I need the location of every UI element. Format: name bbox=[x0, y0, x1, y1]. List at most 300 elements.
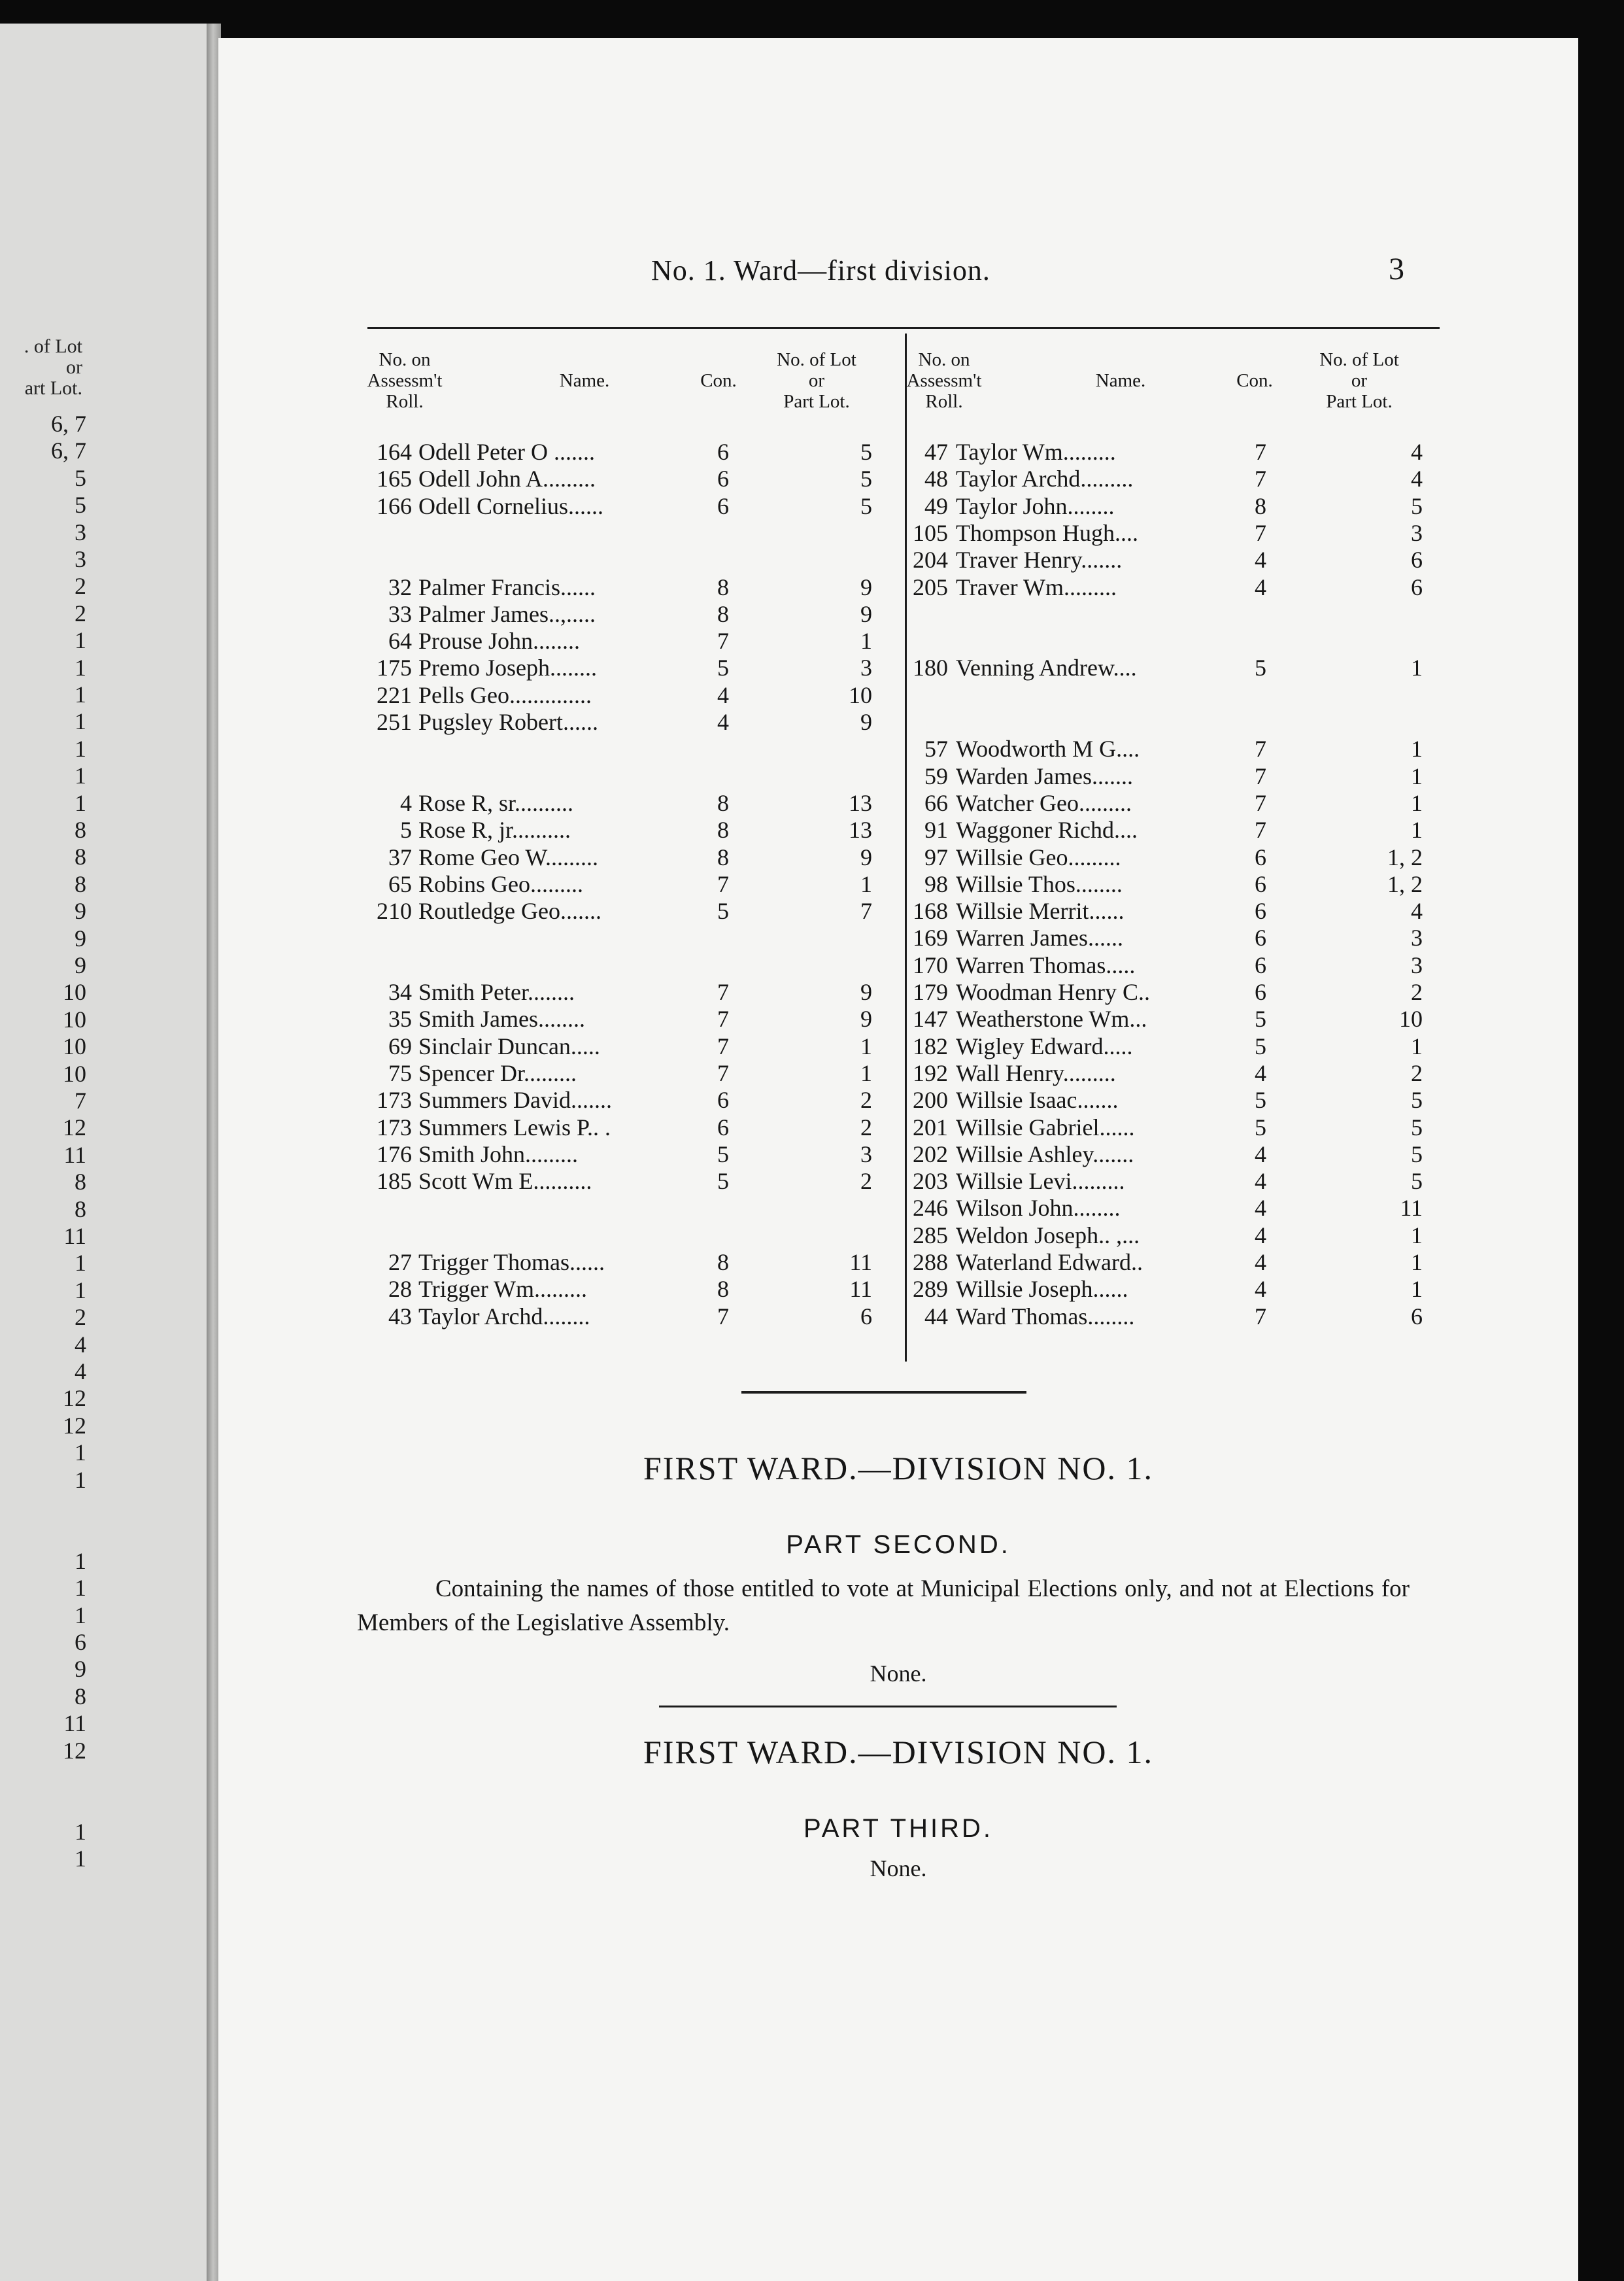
lot-number: 3 bbox=[1411, 925, 1423, 952]
concession: 7 bbox=[1255, 519, 1266, 546]
voter-name: Smith John......... bbox=[418, 1140, 579, 1167]
facing-lot-value: 1 bbox=[75, 1818, 86, 1845]
facing-lot-value: 11 bbox=[63, 1710, 86, 1737]
col-header-line: or bbox=[1351, 370, 1368, 391]
concession: 7 bbox=[1255, 1303, 1266, 1329]
lot-number: 2 bbox=[860, 1087, 872, 1114]
header-rule bbox=[367, 327, 1440, 329]
facing-lot-value: 6, 7 bbox=[51, 437, 86, 464]
col-header-line: No. of Lot bbox=[1319, 349, 1399, 370]
facing-lot-value: 8 bbox=[75, 1195, 86, 1222]
facing-lot-value: 9 bbox=[75, 1656, 86, 1683]
facing-lot-value: 1 bbox=[75, 1547, 86, 1574]
lot-number: 5 bbox=[1411, 1168, 1423, 1195]
assessment-number: 37 bbox=[388, 844, 412, 870]
table-row bbox=[218, 1114, 1578, 1140]
concession: 7 bbox=[717, 628, 729, 655]
facing-lot-value: 1 bbox=[75, 654, 86, 681]
voter-name: Palmer Francis...... bbox=[418, 574, 596, 600]
voter-name: Taylor Wm......... bbox=[956, 439, 1116, 465]
voter-name: Willsie Merrit...... bbox=[956, 898, 1125, 925]
col-header-line: No. on bbox=[918, 349, 970, 370]
lot-number: 9 bbox=[860, 979, 872, 1005]
concession: 7 bbox=[1255, 817, 1266, 844]
facing-lot-value: 10 bbox=[63, 1006, 86, 1033]
concession: 6 bbox=[1255, 898, 1266, 925]
col-header-num-right bbox=[898, 349, 990, 412]
col-header-num-left bbox=[362, 349, 447, 412]
table-row bbox=[218, 844, 1578, 870]
part-second-description: Containing the names of those entitled to vote at Municipal Elections only, and not at Elections for Members of the Legislative Assembly. bbox=[357, 1575, 1410, 1636]
table-row bbox=[218, 1059, 1578, 1086]
assessment-number: 200 bbox=[913, 1087, 948, 1114]
voter-name: Summers Lewis P.. . bbox=[418, 1114, 611, 1140]
facing-lot-value: 12 bbox=[63, 1114, 86, 1141]
concession: 6 bbox=[717, 492, 729, 519]
lot-number: 11 bbox=[1400, 1195, 1423, 1222]
concession: 7 bbox=[1255, 789, 1266, 816]
voter-name: Robins Geo......... bbox=[418, 870, 583, 897]
assessment-number: 49 bbox=[924, 492, 948, 519]
concession: 6 bbox=[1255, 844, 1266, 870]
lot-number: 2 bbox=[860, 1114, 872, 1140]
facing-lot-value: 9 bbox=[75, 952, 86, 978]
facing-lot-value: 1 bbox=[75, 708, 86, 735]
voter-name: Taylor John........ bbox=[956, 492, 1115, 519]
concession: 6 bbox=[717, 1114, 729, 1140]
concession: 8 bbox=[717, 817, 729, 844]
concession: 6 bbox=[717, 1087, 729, 1114]
assessment-number: 57 bbox=[924, 736, 948, 763]
assessment-number: 180 bbox=[913, 655, 948, 681]
concession: 7 bbox=[717, 1006, 729, 1033]
concession: 5 bbox=[1255, 655, 1266, 681]
voter-name: Rose R, sr.......... bbox=[418, 789, 574, 816]
concession: 4 bbox=[1255, 1249, 1266, 1275]
lot-number: 6 bbox=[1411, 1303, 1423, 1329]
concession: 6 bbox=[1255, 925, 1266, 952]
assessment-number: 65 bbox=[388, 870, 412, 897]
col-header-line: Assessm't bbox=[906, 370, 982, 391]
voter-name: Premo Joseph........ bbox=[418, 655, 597, 681]
facing-lot-value: 5 bbox=[75, 464, 86, 491]
table-row bbox=[218, 978, 1578, 1005]
concession: 4 bbox=[1255, 1168, 1266, 1195]
table-row bbox=[218, 519, 1578, 546]
voter-name: Pells Geo.............. bbox=[418, 681, 592, 708]
facing-lot-value: 1 bbox=[75, 1277, 86, 1303]
lot-number: 4 bbox=[1411, 439, 1423, 465]
col-header-line: No. of Lot bbox=[777, 349, 856, 370]
section-rule bbox=[741, 1391, 1026, 1394]
voter-name: Prouse John........ bbox=[418, 628, 581, 655]
voter-name: Routledge Geo....... bbox=[418, 898, 601, 925]
voter-name: Sinclair Duncan..... bbox=[418, 1033, 600, 1059]
voter-name: Willsie Joseph...... bbox=[956, 1276, 1128, 1303]
assessment-number: 205 bbox=[913, 574, 948, 600]
lot-number: 1 bbox=[860, 1059, 872, 1086]
voter-name: Wall Henry......... bbox=[956, 1059, 1116, 1086]
concession: 4 bbox=[1255, 574, 1266, 600]
concession: 7 bbox=[717, 1059, 729, 1086]
lot-number: 5 bbox=[1411, 1087, 1423, 1114]
facing-lot-value: 1 bbox=[75, 735, 86, 762]
table-row bbox=[218, 708, 1578, 735]
concession: 6 bbox=[717, 466, 729, 492]
assessment-number: 34 bbox=[388, 979, 412, 1005]
col-header-con-right: Con. bbox=[1236, 370, 1273, 391]
voter-name: Warren Thomas..... bbox=[956, 952, 1136, 978]
table-row bbox=[218, 492, 1578, 519]
lot-number: 1 bbox=[1411, 817, 1423, 844]
voter-name: Summers David....... bbox=[418, 1087, 612, 1114]
table-row bbox=[218, 763, 1578, 789]
facing-header-line: or bbox=[66, 356, 82, 378]
facing-page-column-header bbox=[0, 336, 82, 399]
concession: 5 bbox=[717, 655, 729, 681]
lot-number: 9 bbox=[860, 600, 872, 627]
facing-lot-value: 8 bbox=[75, 1683, 86, 1709]
facing-lot-value: 9 bbox=[75, 898, 86, 925]
table-row bbox=[218, 600, 1578, 627]
assessment-number: 210 bbox=[377, 898, 412, 925]
assessment-number: 169 bbox=[913, 925, 948, 952]
concession: 8 bbox=[717, 574, 729, 600]
concession: 6 bbox=[1255, 979, 1266, 1005]
assessment-number: 33 bbox=[388, 600, 412, 627]
concession: 7 bbox=[1255, 466, 1266, 492]
lot-number: 1 bbox=[860, 870, 872, 897]
table-row bbox=[218, 897, 1578, 924]
concession: 7 bbox=[717, 1033, 729, 1059]
table-row bbox=[218, 627, 1578, 654]
assessment-number: 221 bbox=[377, 681, 412, 708]
assessment-number: 28 bbox=[388, 1276, 412, 1303]
facing-lot-value: 9 bbox=[75, 925, 86, 952]
assessment-number: 170 bbox=[913, 952, 948, 978]
assessment-number: 35 bbox=[388, 1006, 412, 1033]
voter-name: Willsie Gabriel...... bbox=[956, 1114, 1135, 1140]
facing-lot-value: 3 bbox=[75, 546, 86, 572]
lot-number: 1 bbox=[860, 1033, 872, 1059]
table-row bbox=[218, 735, 1578, 762]
table-row bbox=[218, 1275, 1578, 1302]
page bbox=[218, 38, 1578, 2281]
lot-number: 10 bbox=[1399, 1006, 1423, 1033]
concession: 8 bbox=[717, 1276, 729, 1303]
lot-number: 1, 2 bbox=[1387, 844, 1423, 870]
concession: 5 bbox=[717, 1168, 729, 1195]
assessment-number: 44 bbox=[924, 1303, 948, 1329]
assessment-number: 175 bbox=[377, 655, 412, 681]
facing-lot-value: 4 bbox=[75, 1358, 86, 1384]
col-header-line: Roll. bbox=[925, 391, 963, 412]
table-row bbox=[218, 438, 1578, 465]
assessment-number: 164 bbox=[377, 439, 412, 465]
table-row bbox=[218, 1167, 1578, 1194]
concession: 5 bbox=[1255, 1006, 1266, 1033]
concession: 5 bbox=[1255, 1087, 1266, 1114]
concession: 5 bbox=[717, 1140, 729, 1167]
table-row bbox=[218, 924, 1578, 951]
voter-name: Warden James....... bbox=[956, 763, 1134, 789]
table-row bbox=[218, 952, 1578, 978]
concession: 4 bbox=[1255, 547, 1266, 574]
lot-number: 1 bbox=[1411, 736, 1423, 763]
lot-number: 11 bbox=[849, 1276, 872, 1303]
lot-number: 4 bbox=[1411, 466, 1423, 492]
col-header-line: Part Lot. bbox=[1326, 391, 1393, 412]
facing-lot-value: 10 bbox=[63, 979, 86, 1006]
table-row bbox=[218, 1248, 1578, 1275]
voter-name: Weldon Joseph.. ,... bbox=[956, 1222, 1140, 1248]
section-rule bbox=[659, 1706, 1117, 1707]
assessment-number: 173 bbox=[377, 1114, 412, 1140]
lot-number: 1 bbox=[1411, 1033, 1423, 1059]
table-row bbox=[218, 546, 1578, 573]
lot-number: 5 bbox=[860, 466, 872, 492]
concession: 4 bbox=[1255, 1059, 1266, 1086]
lot-number: 1, 2 bbox=[1387, 870, 1423, 897]
facing-header-line: art Lot. bbox=[24, 377, 82, 399]
voter-name: Willsie Geo......... bbox=[956, 844, 1121, 870]
lot-number: 1 bbox=[1411, 655, 1423, 681]
col-header-line: No. on bbox=[379, 349, 431, 370]
facing-lot-value: 1 bbox=[75, 1575, 86, 1602]
facing-lot-value: 5 bbox=[75, 492, 86, 519]
facing-lot-value: 1 bbox=[75, 1466, 86, 1493]
lot-number: 1 bbox=[1411, 763, 1423, 789]
assessment-number: 285 bbox=[913, 1222, 948, 1248]
table-row bbox=[218, 681, 1578, 708]
assessment-number: 289 bbox=[913, 1276, 948, 1303]
lot-number: 13 bbox=[849, 817, 872, 844]
assessment-number: 179 bbox=[913, 979, 948, 1005]
concession: 8 bbox=[717, 844, 729, 870]
concession: 6 bbox=[1255, 870, 1266, 897]
lot-number: 5 bbox=[1411, 1140, 1423, 1167]
part-second-heading: FIRST WARD.—DIVISION NO. 1. bbox=[643, 1450, 1153, 1486]
voter-name: Smith Peter........ bbox=[418, 979, 575, 1005]
voter-name: Smith James........ bbox=[418, 1006, 586, 1033]
facing-lot-value: 2 bbox=[75, 600, 86, 626]
voter-name: Trigger Thomas...... bbox=[418, 1249, 605, 1275]
voter-name: Woodworth M G.... bbox=[956, 736, 1140, 763]
lot-number: 9 bbox=[860, 1006, 872, 1033]
assessment-number: 246 bbox=[913, 1195, 948, 1222]
lot-number: 4 bbox=[1411, 898, 1423, 925]
table-row bbox=[218, 1033, 1578, 1059]
assessment-number: 203 bbox=[913, 1168, 948, 1195]
concession: 8 bbox=[717, 600, 729, 627]
table-row bbox=[218, 465, 1578, 492]
voter-name: Weatherstone Wm... bbox=[956, 1006, 1147, 1033]
assessment-number: 69 bbox=[388, 1033, 412, 1059]
voter-name: Taylor Archd........ bbox=[418, 1303, 590, 1329]
concession: 5 bbox=[717, 898, 729, 925]
col-header-name-right: Name. bbox=[1095, 370, 1146, 391]
concession: 4 bbox=[1255, 1140, 1266, 1167]
assessment-number: 91 bbox=[924, 817, 948, 844]
col-header-line: Roll. bbox=[386, 391, 424, 412]
assessment-number: 201 bbox=[913, 1114, 948, 1140]
part-third-heading: FIRST WARD.—DIVISION NO. 1. bbox=[643, 1734, 1153, 1770]
facing-lot-value: 8 bbox=[75, 844, 86, 870]
assessment-number: 288 bbox=[913, 1249, 948, 1275]
voter-name: Willsie Thos........ bbox=[956, 870, 1123, 897]
assessment-number: 59 bbox=[924, 763, 948, 789]
concession: 4 bbox=[1255, 1195, 1266, 1222]
facing-lot-value: 8 bbox=[75, 870, 86, 897]
lot-number: 1 bbox=[1411, 1276, 1423, 1303]
facing-lot-value: 8 bbox=[75, 817, 86, 843]
assessment-number: 4 bbox=[400, 789, 412, 816]
voter-name: Willsie Ashley....... bbox=[956, 1140, 1134, 1167]
voter-name: Thompson Hugh.... bbox=[956, 519, 1138, 546]
lot-number: 3 bbox=[860, 1140, 872, 1167]
lot-number: 1 bbox=[1411, 789, 1423, 816]
assessment-number: 105 bbox=[913, 519, 948, 546]
concession: 7 bbox=[717, 870, 729, 897]
table-row bbox=[218, 870, 1578, 897]
col-header-lot-left bbox=[754, 349, 879, 412]
table-row bbox=[218, 789, 1578, 816]
lot-number: 2 bbox=[860, 1168, 872, 1195]
facing-lot-value: 1 bbox=[75, 789, 86, 816]
facing-lot-value: 1 bbox=[75, 1845, 86, 1872]
assessment-number: 185 bbox=[377, 1168, 412, 1195]
assessment-number: 168 bbox=[913, 898, 948, 925]
concession: 4 bbox=[1255, 1276, 1266, 1303]
col-header-con-left: Con. bbox=[700, 370, 737, 391]
concession: 6 bbox=[717, 439, 729, 465]
facing-lot-value: 11 bbox=[63, 1223, 86, 1249]
facing-lot-value: 12 bbox=[63, 1385, 86, 1412]
lot-number: 11 bbox=[849, 1249, 872, 1275]
table-row bbox=[218, 1086, 1578, 1113]
facing-page-fragment bbox=[0, 24, 211, 2281]
table-row bbox=[218, 1222, 1578, 1248]
facing-header-line: . of Lot bbox=[24, 335, 82, 357]
concession: 7 bbox=[1255, 763, 1266, 789]
assessment-number: 182 bbox=[913, 1033, 948, 1059]
voter-name: Warren James...... bbox=[956, 925, 1124, 952]
voter-name: Wilson John........ bbox=[956, 1195, 1121, 1222]
assessment-number: 75 bbox=[388, 1059, 412, 1086]
voter-name: Traver Henry....... bbox=[956, 547, 1123, 574]
facing-lot-value: 1 bbox=[75, 1250, 86, 1277]
voter-name: Odell John A......... bbox=[418, 466, 596, 492]
concession: 8 bbox=[1255, 492, 1266, 519]
voter-name: Willsie Isaac....... bbox=[956, 1087, 1119, 1114]
voter-name: Waterland Edward.. bbox=[956, 1249, 1143, 1275]
facing-lot-value: 1 bbox=[75, 627, 86, 654]
lot-number: 3 bbox=[860, 655, 872, 681]
col-header-line: or bbox=[808, 370, 825, 391]
voter-name: Willsie Levi......... bbox=[956, 1168, 1125, 1195]
page-number: 3 bbox=[1389, 252, 1404, 286]
facing-lot-value: 1 bbox=[75, 1439, 86, 1466]
voter-name: Ward Thomas........ bbox=[956, 1303, 1135, 1329]
col-header-line: Part Lot. bbox=[783, 391, 850, 412]
facing-lot-value: 6, 7 bbox=[51, 411, 86, 437]
voter-name: Spencer Dr......... bbox=[418, 1059, 577, 1086]
assessment-number: 176 bbox=[377, 1140, 412, 1167]
lot-number: 3 bbox=[1411, 519, 1423, 546]
assessment-number: 5 bbox=[400, 817, 412, 844]
facing-lot-value: 2 bbox=[75, 1304, 86, 1331]
lot-number: 6 bbox=[860, 1303, 872, 1329]
voter-name: Woodman Henry C.. bbox=[956, 979, 1151, 1005]
voter-name: Scott Wm E.......... bbox=[418, 1168, 592, 1195]
facing-lot-value: 4 bbox=[75, 1331, 86, 1358]
table-row bbox=[218, 1005, 1578, 1032]
assessment-number: 147 bbox=[913, 1006, 948, 1033]
voter-name: Trigger Wm......... bbox=[418, 1276, 588, 1303]
voter-name: Venning Andrew.... bbox=[956, 655, 1137, 681]
voter-name: Traver Wm......... bbox=[956, 574, 1117, 600]
assessment-number: 27 bbox=[388, 1249, 412, 1275]
facing-lot-value: 2 bbox=[75, 573, 86, 600]
assessment-number: 173 bbox=[377, 1087, 412, 1114]
lot-number: 2 bbox=[1411, 1059, 1423, 1086]
voter-name: Watcher Geo......... bbox=[956, 789, 1132, 816]
lot-number: 13 bbox=[849, 789, 872, 816]
facing-lot-value: 1 bbox=[75, 763, 86, 789]
voter-name: Rose R, jr.......... bbox=[418, 817, 571, 844]
table-row bbox=[218, 816, 1578, 843]
concession: 7 bbox=[1255, 439, 1266, 465]
facing-lot-value: 3 bbox=[75, 519, 86, 545]
facing-lot-value: 6 bbox=[75, 1629, 86, 1655]
table-row bbox=[218, 1303, 1578, 1329]
assessment-number: 64 bbox=[388, 628, 412, 655]
lot-number: 1 bbox=[1411, 1222, 1423, 1248]
assessment-number: 165 bbox=[377, 466, 412, 492]
concession: 5 bbox=[1255, 1114, 1266, 1140]
table-row bbox=[218, 574, 1578, 600]
assessment-number: 48 bbox=[924, 466, 948, 492]
voter-name: Odell Peter O ....... bbox=[418, 439, 595, 465]
assessment-number: 66 bbox=[924, 789, 948, 816]
assessment-number: 97 bbox=[924, 844, 948, 870]
facing-lot-value: 1 bbox=[75, 681, 86, 708]
assessment-number: 204 bbox=[913, 547, 948, 574]
part-third-none: None. bbox=[870, 1855, 927, 1881]
table-row bbox=[218, 654, 1578, 681]
assessment-number: 192 bbox=[913, 1059, 948, 1086]
lot-number: 2 bbox=[1411, 979, 1423, 1005]
assessment-number: 202 bbox=[913, 1140, 948, 1167]
col-header-lot-right bbox=[1291, 349, 1428, 412]
concession: 4 bbox=[717, 681, 729, 708]
lot-number: 1 bbox=[1411, 1249, 1423, 1275]
facing-lot-value: 12 bbox=[63, 1412, 86, 1439]
concession: 4 bbox=[717, 709, 729, 735]
assessment-number: 47 bbox=[924, 439, 948, 465]
voter-name: Odell Cornelius...... bbox=[418, 492, 603, 519]
facing-lot-value: 11 bbox=[63, 1141, 86, 1168]
lot-number: 5 bbox=[860, 439, 872, 465]
voter-name: Waggoner Richd.... bbox=[956, 817, 1138, 844]
lot-number: 3 bbox=[1411, 952, 1423, 978]
concession: 4 bbox=[1255, 1222, 1266, 1248]
concession: 7 bbox=[717, 1303, 729, 1329]
part-second-subheading: PART SECOND. bbox=[786, 1530, 1011, 1559]
col-header-line: Assessm't bbox=[367, 370, 443, 391]
lot-number: 9 bbox=[860, 844, 872, 870]
voter-name: Pugsley Robert...... bbox=[418, 709, 598, 735]
